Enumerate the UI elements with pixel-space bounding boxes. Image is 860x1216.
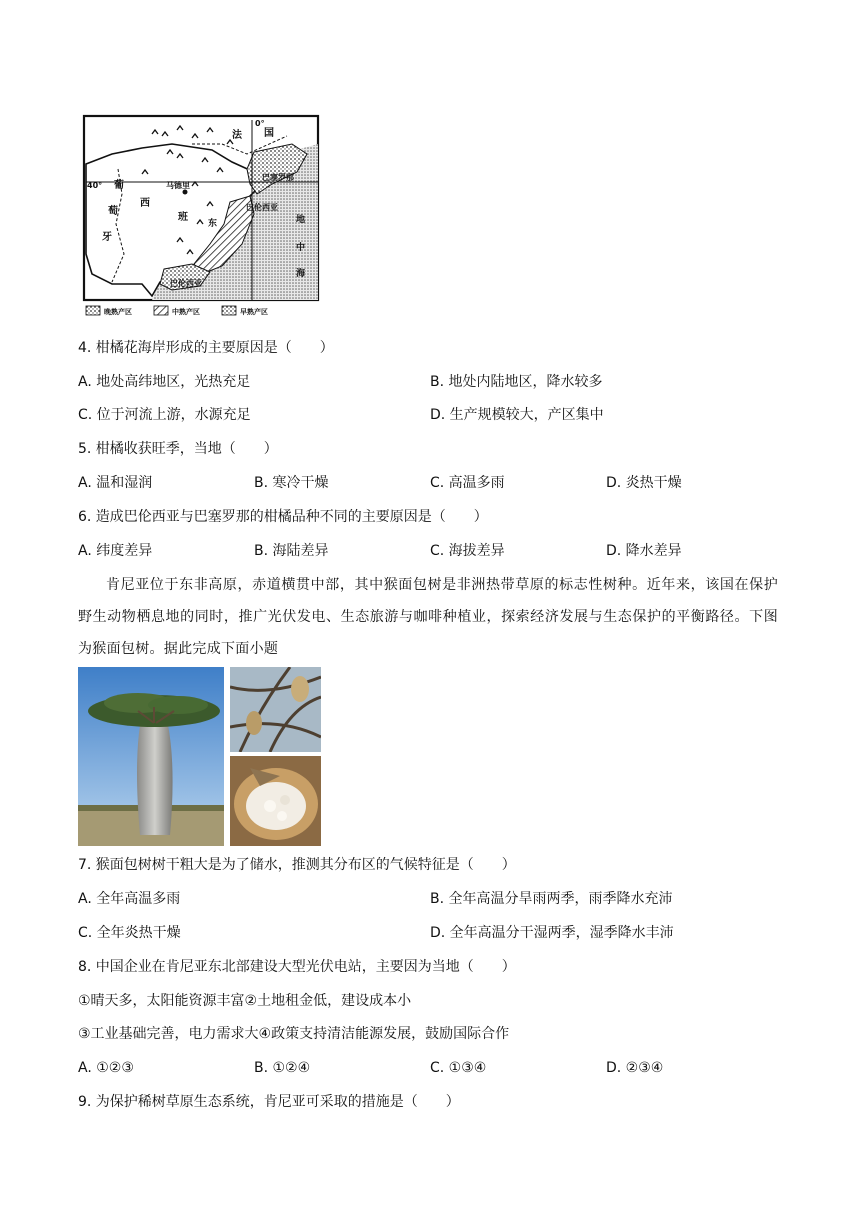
map-label-lower: 巴伦西亚: [170, 279, 202, 288]
legend-late: 晚熟产区: [104, 308, 132, 316]
q4-option-d[interactable]: D. 生产规模较大，产区集中: [430, 407, 604, 423]
question-5-stem: 5. 柑橘收获旺季，当地（ ）: [78, 441, 278, 457]
q8-statement-line-1: ①晴天多，太阳能资源丰富②土地租金低，建设成本小: [78, 993, 412, 1009]
legend-mid: 中熟产区: [172, 308, 200, 316]
question-7-stem: 7. 猴面包树树干粗大是为了储水，推测其分布区的气候特征是（ ）: [78, 857, 516, 873]
q8-option-c[interactable]: C. ①③④: [430, 1060, 487, 1076]
question-8-stem: 8. 中国企业在肯尼亚东北部建设大型光伏电站，主要因为当地（ ）: [78, 959, 516, 975]
q8-option-d[interactable]: D. ②③④: [606, 1060, 664, 1076]
q7-option-b[interactable]: B. 全年高温分旱雨两季，雨季降水充沛: [430, 891, 673, 907]
map-label-lat40: 40°: [87, 181, 103, 190]
legend-early: 早熟产区: [240, 308, 268, 316]
map-label-valencia: 巴伦西亚: [246, 203, 278, 212]
question-9-stem: 9. 为保护稀树草原生态系统，肯尼亚可采取的措施是（ ）: [78, 1094, 460, 1110]
q4-option-a[interactable]: A. 地处高纬地区，光热充足: [78, 374, 251, 390]
spain-citrus-map: [82, 114, 322, 320]
reading-passage: 肯尼亚位于东非高原，赤道横贯中部，其中猴面包树是非洲热带草原的标志性树种。近年来，该国在保护野生动物栖息地的同时，推广光伏发电、生态旅游与咖啡种植业，探索经济发展与生态保护的平衡路径。下图为猴面包树。据此完成下面小题: [78, 577, 778, 657]
map-label-portugal-3: 牙: [102, 232, 112, 243]
q8-option-a[interactable]: A. ①②③: [78, 1060, 134, 1076]
q6-option-d[interactable]: D. 降水差异: [606, 543, 682, 559]
map-label-sea-2: 中: [296, 243, 306, 253]
q7-option-c[interactable]: C. 全年炎热干燥: [78, 925, 181, 941]
map-label-sea-1: 地: [296, 215, 306, 225]
q7-option-d[interactable]: D. 全年高温分干湿两季，湿季降水丰沛: [430, 925, 674, 941]
map-label-spain-1: 西: [140, 198, 150, 209]
map-label-portugal-1: 葡: [114, 180, 124, 191]
baobab-photo-fruit: [230, 667, 321, 752]
question-4-stem: 4. 柑橘花海岸形成的主要原因是（ ）: [78, 340, 334, 356]
q4-option-c[interactable]: C. 位于河流上游，水源充足: [78, 407, 251, 423]
map-label-east: 东: [208, 219, 218, 229]
question-6-stem: 6. 造成巴伦西亚与巴塞罗那的柑橘品种不同的主要原因是（ ）: [78, 509, 488, 525]
q4-option-b[interactable]: B. 地处内陆地区，降水较多: [430, 374, 603, 390]
map-label-spain-2: 班: [178, 212, 188, 223]
q5-option-d[interactable]: D. 炎热干燥: [606, 475, 682, 491]
map-label-portugal-2: 萄: [108, 206, 118, 217]
baobab-photo-tree: [78, 667, 224, 846]
q5-option-b[interactable]: B. 寒冷干燥: [254, 475, 329, 491]
map-label-madrid: 马德里: [166, 181, 190, 190]
q6-option-c[interactable]: C. 海拔差异: [430, 543, 505, 559]
q5-option-a[interactable]: A. 温和湿润: [78, 475, 153, 491]
map-label-sea-3: 海: [296, 269, 306, 279]
map-label-barcelona: 巴塞罗那: [262, 173, 294, 182]
q8-statement-line-2: ③工业基础完善，电力需求大④政策支持清洁能源发展，鼓励国际合作: [78, 1026, 510, 1042]
q6-option-a[interactable]: A. 纬度差异: [78, 543, 153, 559]
q7-option-a[interactable]: A. 全年高温多雨: [78, 891, 181, 907]
map-label-france-2: 国: [264, 128, 274, 139]
q8-option-b[interactable]: B. ①②④: [254, 1060, 311, 1076]
q5-option-c[interactable]: C. 高温多雨: [430, 475, 505, 491]
q6-option-b[interactable]: B. 海陆差异: [254, 543, 329, 559]
map-figure: [82, 114, 322, 320]
baobab-photo-pulp: [230, 756, 321, 846]
map-label-meridian: 0°: [255, 119, 265, 128]
map-label-france-1: 法: [232, 130, 242, 141]
